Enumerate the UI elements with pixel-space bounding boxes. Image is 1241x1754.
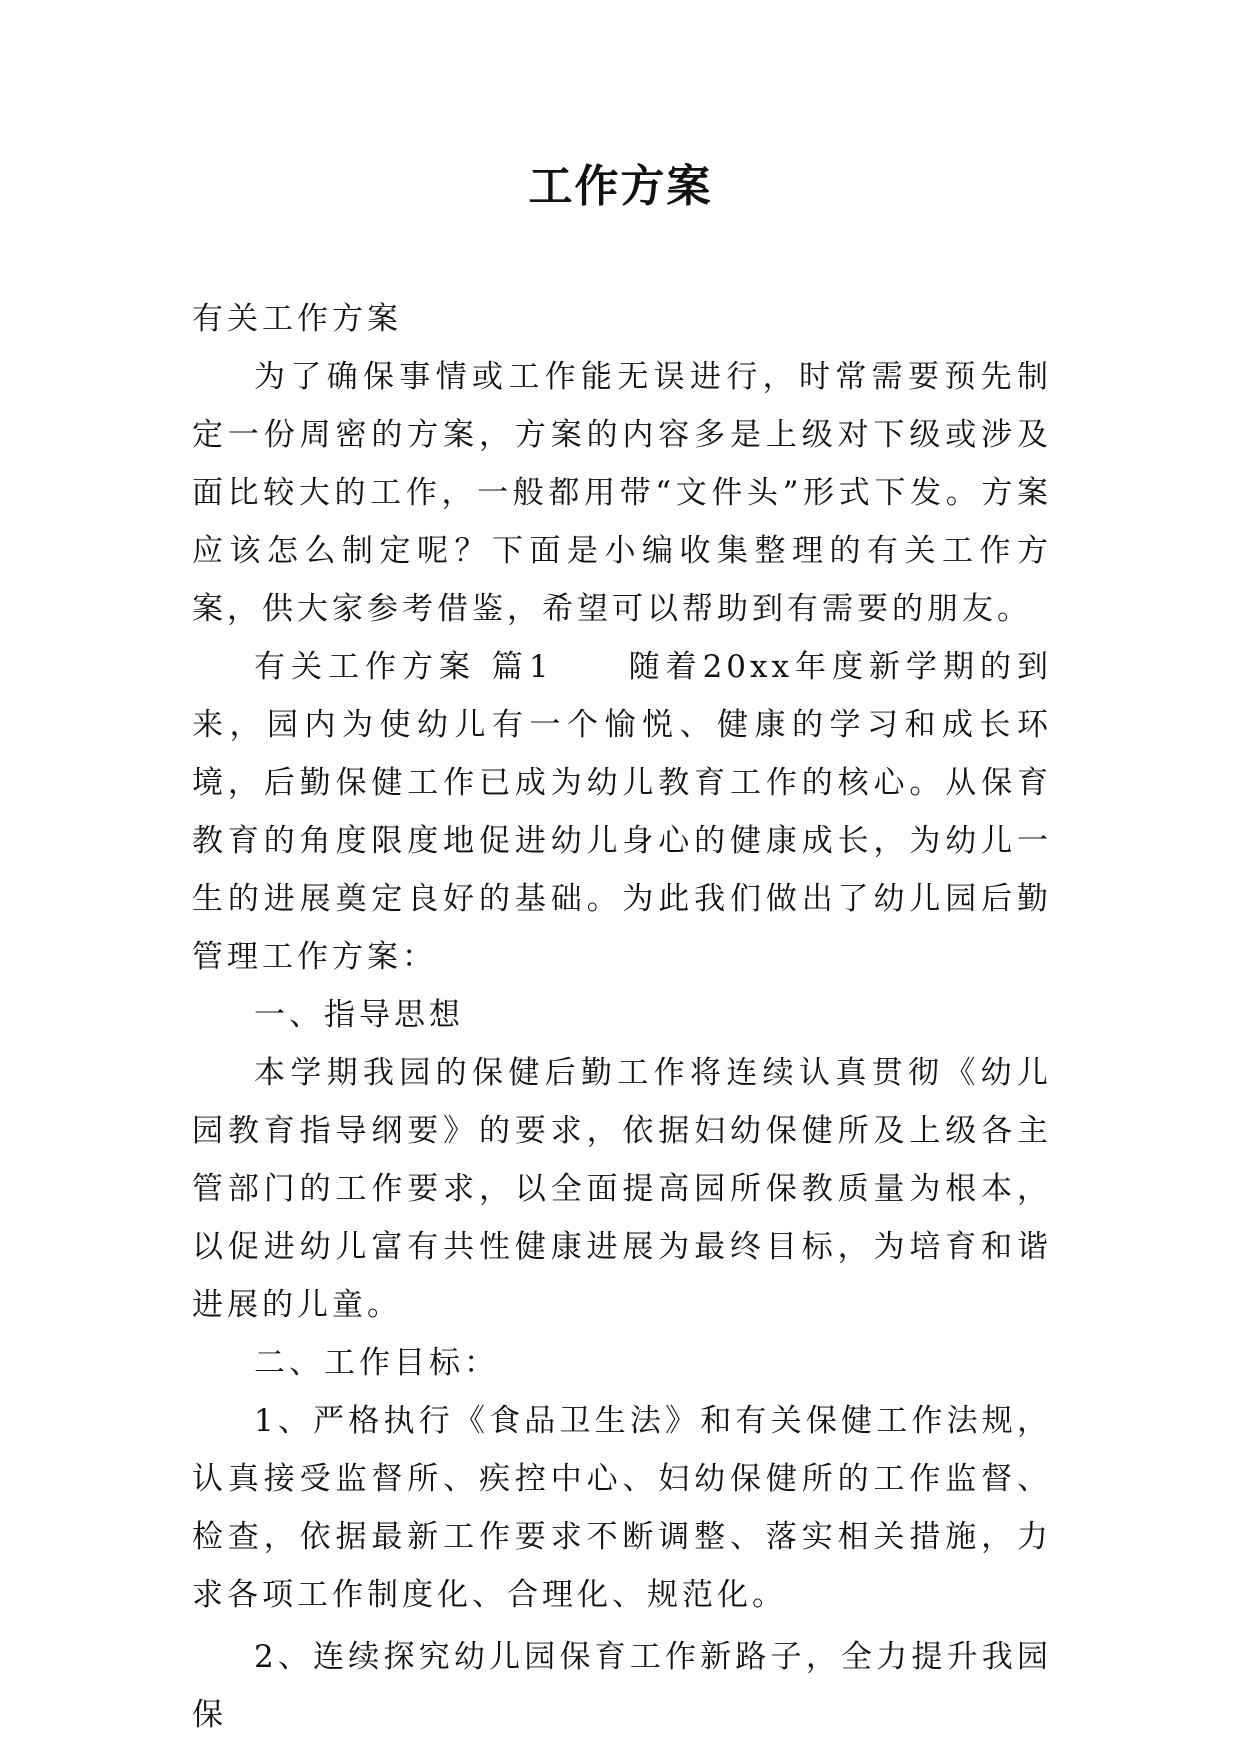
paragraph-intro: 为了确保事情或工作能无误进行，时常需要预先制定一份周密的方案，方案的内容多是上级对下级或涉及面比较大的工作，一般都用带“文件头”形式下发。方案应该怎么制定呢？下面是小编收集整理的有关工作方案，供大家参考借鉴，希望可以帮助到有需要的朋友。: [192, 359, 1052, 627]
paragraph-part-1: 有关工作方案 篇1 随着20xx年度新学期的到来，园内为使幼儿有一个愉悦、健康的学习和成长环境，后勤保健工作已成为幼儿教育工作的核心。从保育教育的角度限度地促进幼儿身心的健康成长，为幼儿一生的进展奠定良好的基础。为此我们做出了幼儿园后勤管理工作方案：: [192, 649, 1052, 975]
heading-work-goals: 二、工作目标：: [254, 1345, 499, 1381]
heading-guiding-thought: 一、指导思想: [254, 997, 464, 1033]
paragraph-goal-2: 2、连续探究幼儿园保育工作新路子，全力提升我园保: [192, 1639, 1052, 1733]
document-title: 工作方案: [528, 161, 713, 212]
section-heading: 有关工作方案: [192, 301, 402, 337]
paragraph-guiding-thought: 本学期我园的保健后勤工作将连续认真贯彻《幼儿园教育指导纲要》的要求，依据妇幼保健所及上级各主管部门的工作要求，以全面提高园所保教质量为根本，以促进幼儿富有共性健康进展为最终目标，为培育和谐进展的儿童。: [192, 1055, 1052, 1323]
document-body: [192, 290, 1052, 1744]
paragraph-goal-1: 1、严格执行《食品卫生法》和有关保健工作法规，认真接受监督所、疾控中心、妇幼保健所的工作监督、检查，依据最新工作要求不断调整、落实相关措施，力求各项工作制度化、合理化、规范化。: [192, 1403, 1052, 1613]
